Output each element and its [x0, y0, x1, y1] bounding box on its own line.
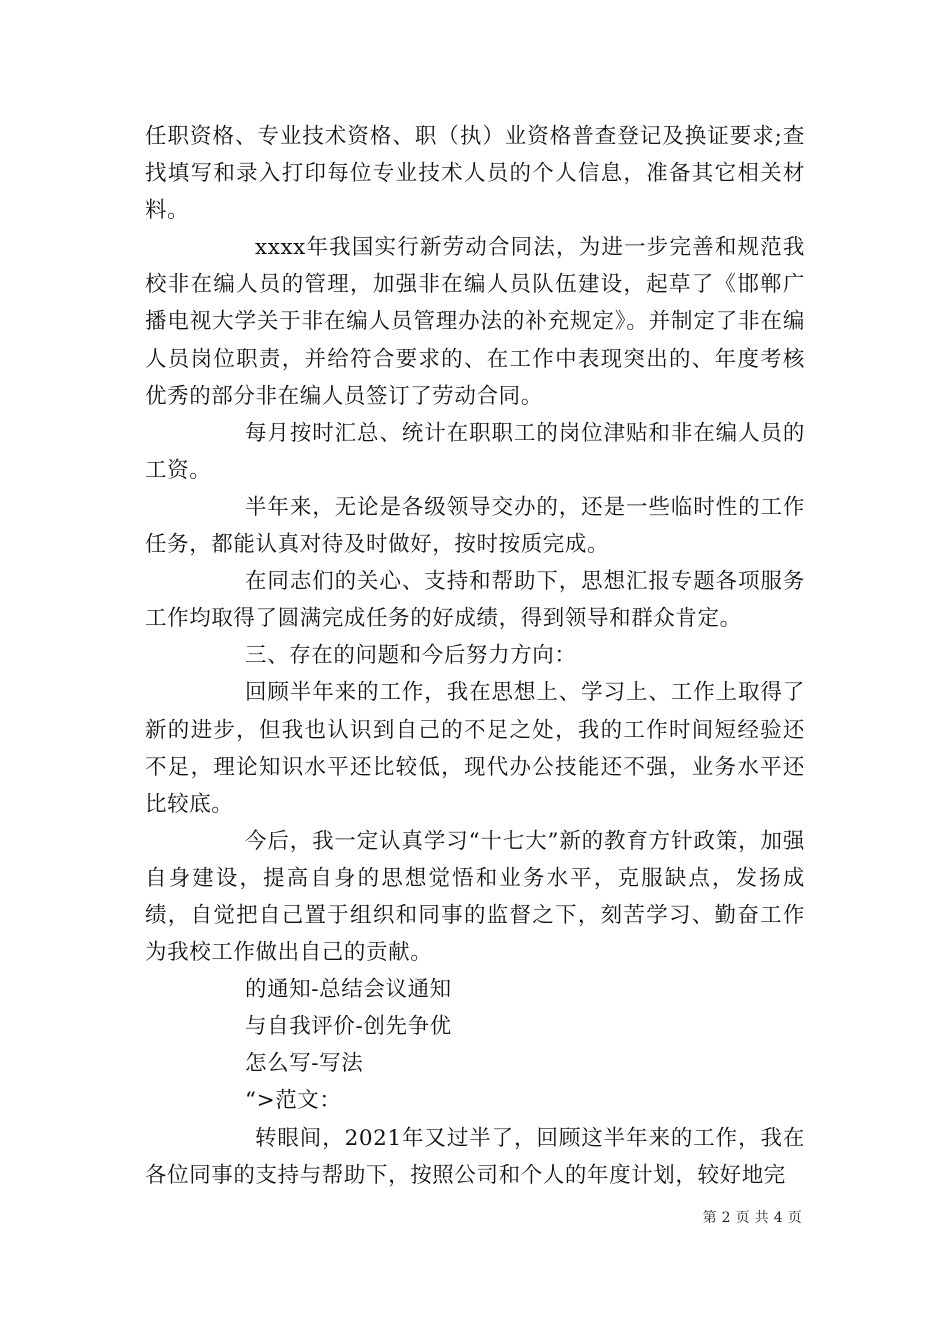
- line-sample: “>范文：: [245, 1088, 342, 1114]
- page-number-footer: 第 2 页 共 4 页: [702, 1210, 802, 1226]
- paragraph-review: 回顾半年来的工作，我在思想上、学习上、工作上取得了新的进步，但我也认识到自己的不足之处，我的工作时间短经验还不足，理论知识水平还比较低，现代办公技能还不强，业务水平还比较底。: [145, 680, 805, 817]
- line-how-to-write: 怎么写-写法: [245, 1051, 364, 1077]
- paragraph-labor-contract: xxxx年我国实行新劳动合同法，为进一步完善和规范我校非在编人员的管理，加强非在编人员队伍建设，起草了《邯郸广播电视大学关于非在编人员管理办法的补充规定》。并制定了非在编人员岗位职责，并给符合要求的、在工作中表现突出的、年度考核优秀的部分非在编人员签订了劳动合同。: [145, 235, 805, 409]
- paragraph-achievements: 在同志们的关心、支持和帮助下，思想汇报专题各项服务工作均取得了圆满完成任务的好成绩，得到领导和群众肯定。: [145, 569, 805, 632]
- paragraph-qualification: 任职资格、专业技术资格、职（执）业资格普查登记及换证要求;查找填写和录入打印每位专业技术人员的个人信息，准备其它相关材料。: [145, 124, 805, 224]
- line-notice: 的通知-总结会议通知: [245, 977, 452, 1003]
- paragraph-future-plan: 今后，我一定认真学习“十七大”新的教育方针政策，加强自身建设，提高自身的思想觉悟和业务水平，克服缺点，发扬成绩，自觉把自己置于组织和同事的监督之下，刻苦学习、勤奋工作为我校工作做出自己的贡献。: [145, 828, 805, 966]
- section-heading-problems: 三、存在的问题和今后努力方向：: [245, 643, 577, 669]
- line-self-evaluation: 与自我评价-创先争优: [245, 1014, 452, 1040]
- paragraph-sample-intro: 转眼间，2021年又过半了，回顾这半年来的工作，我在各位同事的支持与帮助下，按照公司和个人的年度计划，较好地完: [145, 1125, 805, 1188]
- document-body: [145, 118, 805, 1194]
- paragraph-monthly-salary: 每月按时汇总、统计在职职工的岗位津贴和非在编人员的工资。: [145, 420, 805, 483]
- paragraph-half-year-tasks: 半年来，无论是各级领导交办的，还是一些临时性的工作任务，都能认真对待及时做好，按时按质完成。: [145, 494, 805, 558]
